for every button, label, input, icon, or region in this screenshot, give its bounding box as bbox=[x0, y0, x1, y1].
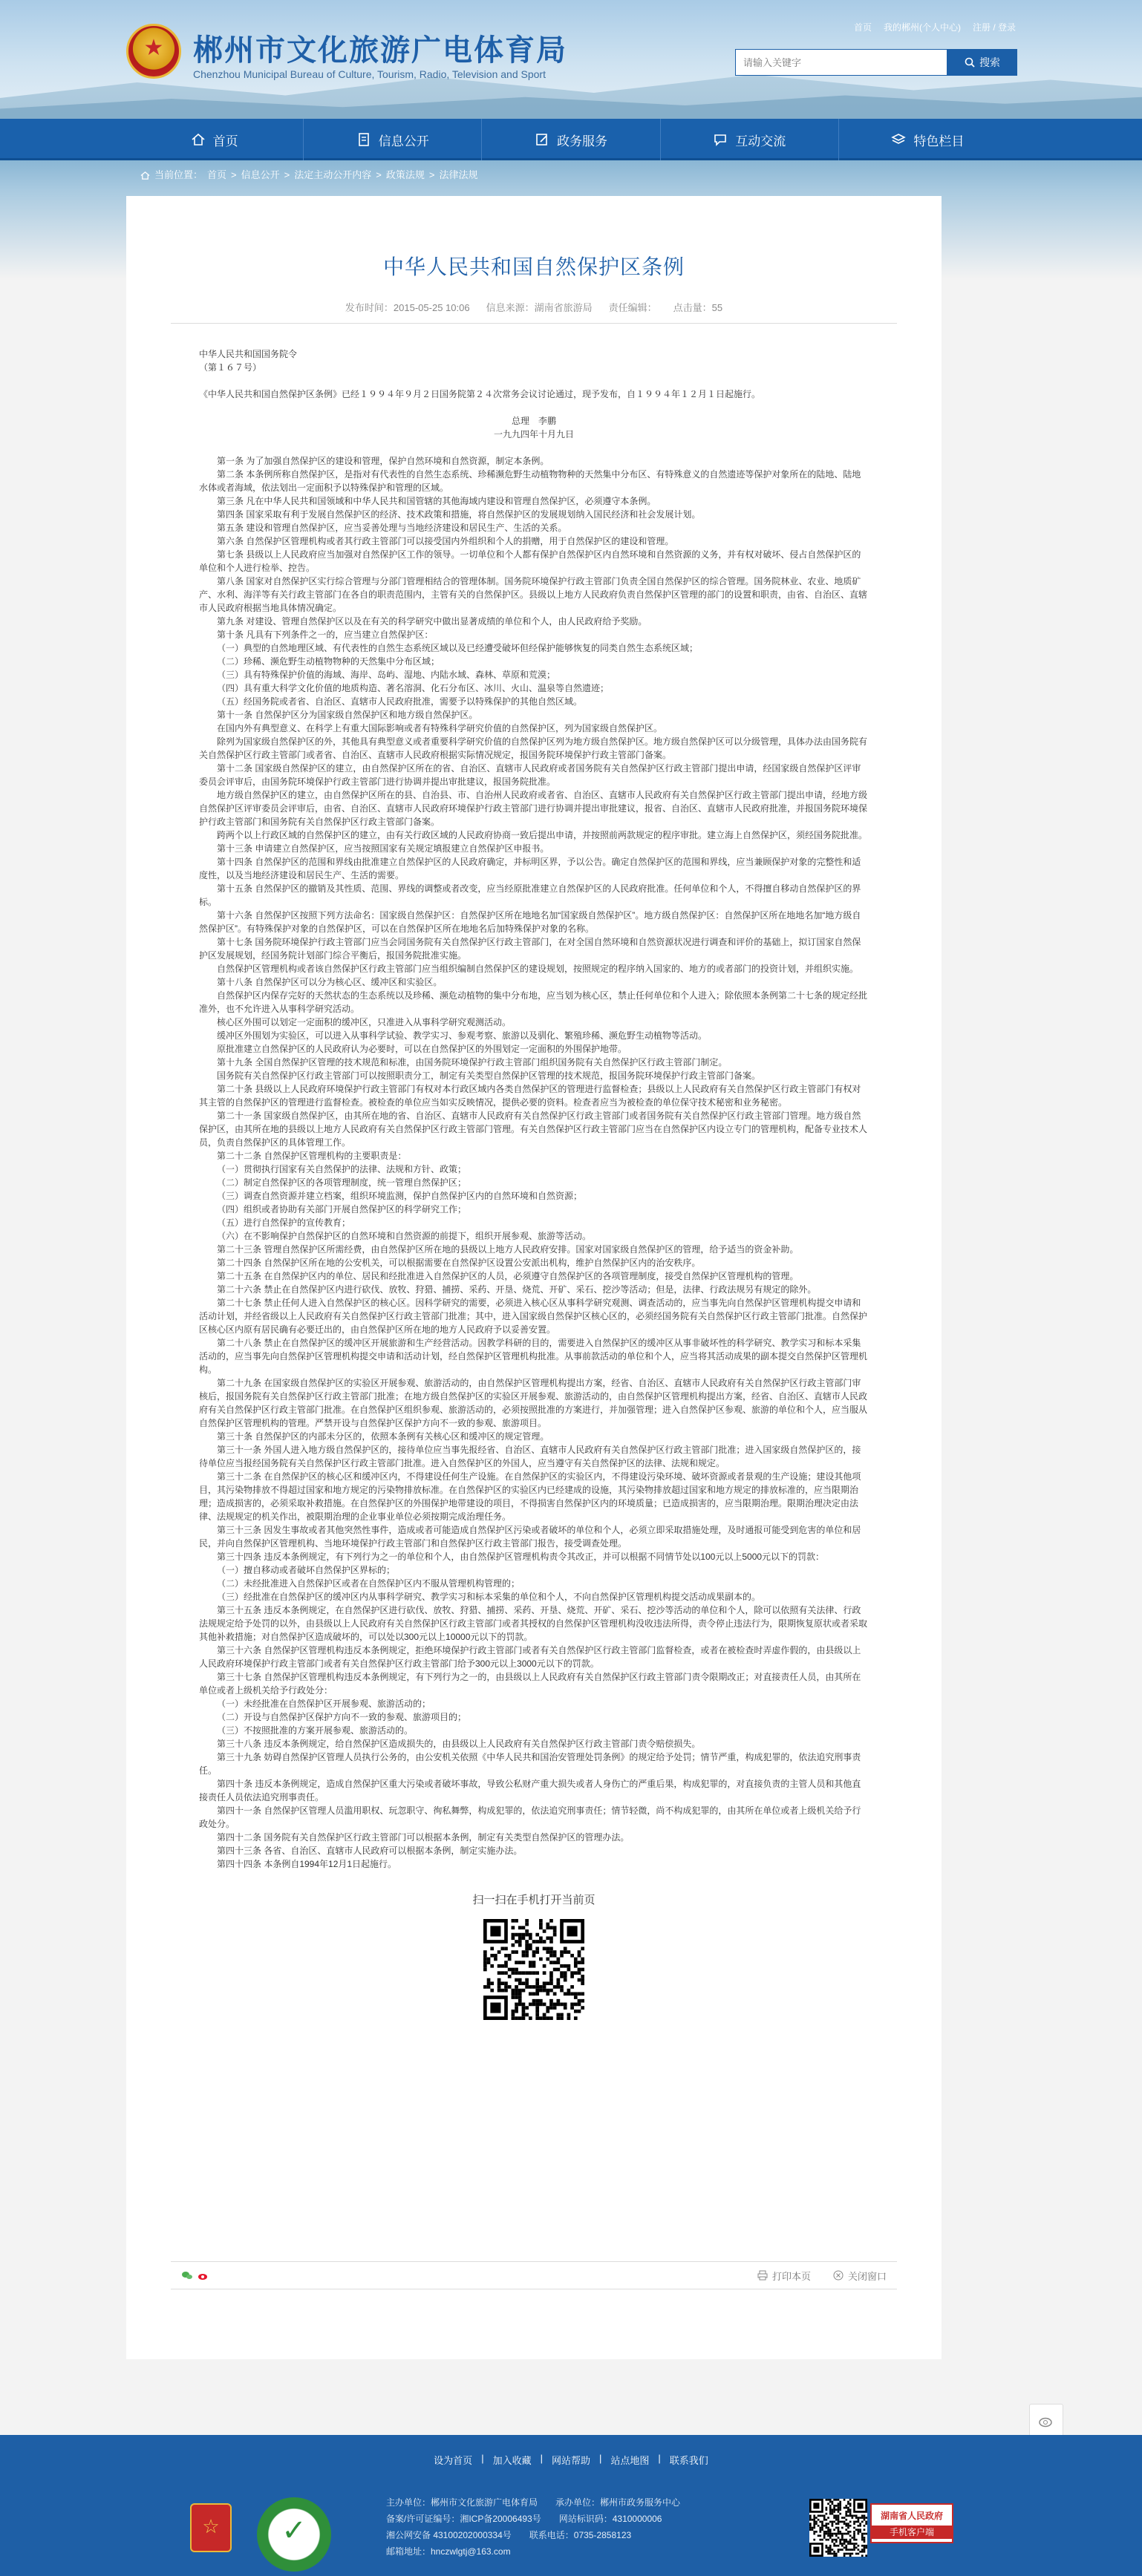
article-paragraph: （二）珍稀、濒危野生动植物物种的天然集中分布区域； bbox=[217, 656, 440, 667]
decree-title: 中华人民共和国国务院令 bbox=[199, 349, 298, 359]
article-paragraph: 第十一条 自然保护区分为国家级自然保护区和地方级自然保护区。 bbox=[217, 710, 478, 720]
article-paragraph: 第三十九条 妨碍自然保护区管理人员执行公务的，由公安机关依照《中华人民共和国治安管理处罚条例》的规定给予处罚；情节严重，构成犯罪的，依法追究刑事责任。 bbox=[199, 1752, 861, 1776]
layers-icon bbox=[891, 132, 906, 147]
article-paragraph: （六）在不影响保护自然保护区的自然环境和自然资源的前提下，组织开展参观、旅游等活动。 bbox=[217, 1231, 592, 1241]
info-source: 信息来源：湖南省旅游局 bbox=[486, 302, 593, 313]
site-subtitle: Chenzhou Municipal Bureau of Culture, Tourism, Radio, Television and Sport bbox=[193, 68, 546, 80]
article-paragraph: 第三十四条 违反本条例规定，有下列行为之一的单位和个人，由自然保护区管理机构责令其改正，并可以根据不同情节处以100元以上5000元以下的罚款： bbox=[217, 1552, 825, 1562]
footer-link-contact[interactable]: 联系我们 bbox=[669, 2455, 708, 2466]
article-paragraph: 第十七条 国务院环境保护行政主管部门应当会同国务院有关自然保护区行政主管部门，在对全国自然环境和自然资源状况进行调查和评价的基础上，拟订国家自然保护区发展规划，经国务院计划部门综合平衡后，报国务院批准实施。 bbox=[199, 937, 861, 961]
article-paragraph: 第十六条 自然保护区按照下列方法命名：国家级自然保护区：自然保护区所在地地名加“国家级自然保护区”。地方级自然保护区：自然保护区所在地地名加“地方级自然保护区”。有特殊保护对象的自然保护区，可以在自然保护区所在地地名后加特殊保护对象的名称。 bbox=[199, 910, 861, 934]
printer-icon bbox=[757, 2270, 768, 2281]
signature-date: 一九九四年十月九日 bbox=[493, 429, 574, 439]
national-emblem-icon bbox=[126, 24, 181, 79]
article-meta bbox=[171, 300, 897, 324]
article-paragraph: （一）擅自移动或者破坏自然保护区界标的； bbox=[217, 1565, 396, 1575]
party-badge-icon[interactable] bbox=[190, 2503, 232, 2552]
footer-link-favorite[interactable]: 加入收藏 bbox=[492, 2455, 532, 2466]
document-icon bbox=[356, 132, 371, 147]
site-header bbox=[0, 0, 1142, 119]
article-paragraph: 第五条 建设和管理自然保护区，应当妥善处理与当地经济建设和居民生产、生活的关系。 bbox=[217, 523, 567, 533]
article-paragraph: 第二十六条 禁止在自然保护区内进行砍伐、放牧、狩猎、捕捞、采药、开垦、烧荒、开矿、采石、挖沙等活动；但是，法律、行政法规另有规定的除外。 bbox=[217, 1284, 817, 1295]
breadcrumb-item[interactable]: 信息公开 bbox=[241, 169, 280, 180]
article-paragraph: 缓冲区外围划为实验区，可以进入从事科学试验、教学实习、参观考察、旅游以及驯化、繁殖珍稀、濒危野生动植物等活动。 bbox=[217, 1030, 708, 1041]
article-paragraph: （三）不按照批准的方案开展参观、旅游活动的。 bbox=[217, 1725, 414, 1736]
publish-time: 发布时间：2015-05-25 10:06 bbox=[345, 302, 470, 313]
article-paragraph: 第二十八条 禁止在自然保护区的缓冲区开展旅游和生产经营活动。因教学科研的目的，需要进入自然保护区的缓冲区从事非破坏性的科学研究、教学实习和标本采集活动的，应当事先向自然保护区管理机构提交申请和活动计划，经自然保护区管理机构批准。从事前款活动的单位和个人，应当将其活动成果的副本提交自然保护区管理机构。 bbox=[199, 1338, 868, 1375]
qr-title: 扫一扫在手机打开当前页 bbox=[472, 1894, 596, 1906]
article-paragraph: 第八条 国家对自然保护区实行综合管理与分部门管理相结合的管理体制。国务院环境保护行政主管部门负责全国自然保护区的综合管理。国务院林业、农业、地质矿产、水利、海洋等有关行政主管部门在各自的职责范围内，主管有关的自然保护区。县级以上地方人民政府负责自然保护区管理的部门的设置和职责，由省、自治区、直辖市人民政府根据当地具体情况确定。 bbox=[199, 576, 868, 613]
article-paragraph: 第三条 凡在中华人民共和国领域和中华人民共和国管辖的其他海域内建设和管理自然保护区，必须遵守本条例。 bbox=[217, 496, 656, 506]
print-button[interactable]: 打印本页 bbox=[757, 2269, 811, 2283]
article-paragraph: 第二十一条 国家级自然保护区，由其所在地的省、自治区、直辖市人民政府有关自然保护区行政主管部门或者国务院有关自然保护区行政主管部门管理。地方级自然保护区，由其所在地的县级以上地方人民政府有关自然保护区行政主管部门管理。有关自然保护区行政主管部门应当在自然保护区内设立专门的管理机构，配备专业技术人员，负责自然保护区的具体管理工作。 bbox=[199, 1111, 868, 1148]
article-paragraph: 第二十九条 在国家级自然保护区的实验区开展参观、旅游活动的，由自然保护区管理机构提出方案，经省、自治区、直辖市人民政府有关自然保护区行政主管部门审核后，报国务院有关自然保护区行政主管部门批准；在地方级自然保护区的实验区开展参观、旅游活动的，由自然保护区管理机构提出方案，经省、自治区、直辖市人民政府有关自然保护区行政主管部门批准。在自然保护区组织参观、旅游活动的，必须按照批准的方案进行，并加强管理；进入自然保护区参观、旅游的单位和个人，应当服从自然保护区管理机构的管理。严禁开设与自然保护区保护方向不一致的参观、旅游项目。 bbox=[199, 1378, 868, 1428]
article-paragraph: 第十二条 国家级自然保护区的建立，由自然保护区所在的省、自治区、直辖市人民政府或者国务院有关自然保护区行政主管部门提出申请，经国家级自然保护区评审委员会评审后，由国务院环境保护行政主管部门进行协调并提出审批建议，报国务院批准。 bbox=[199, 763, 861, 787]
article-paragraph: 地方级自然保护区的建立，由自然保护区所在的县、自治县、市、自治州人民政府或者省、自治区、直辖市人民政府有关自然保护区行政主管部门提出申请，经地方级自然保护区评审委员会评审后，由省、自治区、直辖市人民政府环境保护行政主管部门进行协调并提出审批建议，报省、自治区、直辖市人民政府批准，并报国务院环境保护行政主管部门和国务院有关自然保护区行政主管部门备案。 bbox=[199, 790, 868, 827]
footer-links: 设为首页 | 加入收藏 | 网站帮助 | 站点地图 | 联系我们 bbox=[434, 2453, 708, 2466]
mobile-client-badge[interactable]: 湖南省人民政府 手机客户端 bbox=[870, 2503, 953, 2543]
breadcrumb-item[interactable]: 首页 bbox=[207, 169, 227, 180]
nav-item-features[interactable]: 特色栏目 bbox=[839, 119, 1017, 160]
article-paragraph: （四）具有重大科学文化价值的地质构造、著名溶洞、化石分布区、冰川、火山、温泉等自然遗迹； bbox=[217, 683, 610, 693]
footer-qr-code-icon bbox=[809, 2499, 867, 2557]
breadcrumb: 当前位置： 首页 > 信息公开 > 法定主动公开内容 > 政策法规 > 法律法规 bbox=[125, 160, 1017, 190]
article-paragraph: 第三十七条 自然保护区管理机构违反本条例规定，有下列行为之一的，由县级以上人民政府有关自然保护区行政主管部门责令限期改正；对直接责任人员，由其所在单位或者上级机关给予行政处分： bbox=[199, 1672, 861, 1696]
weibo-icon[interactable] bbox=[198, 2269, 209, 2281]
search-box bbox=[735, 49, 1017, 76]
top-link-home[interactable]: 首页 bbox=[853, 22, 872, 33]
qr-code-icon bbox=[483, 1919, 584, 2020]
chat-icon bbox=[713, 132, 728, 147]
article-paragraph: 第二十三条 管理自然保护区所需经费，由自然保护区所在地的县级以上地方人民政府安排。国家对国家级自然保护区的管理，给予适当的资金补助。 bbox=[217, 1244, 799, 1255]
article-paragraph: 第四十三条 各省、自治区、直辖市人民政府可以根据本条例，制定实施办法。 bbox=[217, 1846, 523, 1856]
article-paragraph: 第二十二条 自然保护区管理机构的主要职责是： bbox=[217, 1151, 407, 1161]
article-paragraph: （三）调查自然资源并建立档案，组织环境监测，保护自然保护区内的自然环境和自然资源； bbox=[217, 1191, 583, 1201]
article-paragraph: 第四十一条 自然保护区管理人员滥用职权、玩忽职守、徇私舞弊，构成犯罪的，依法追究刑事责任；情节轻微，尚不构成犯罪的，由其所在单位或者上级机关给予行政处分。 bbox=[199, 1805, 861, 1829]
edit-icon bbox=[535, 132, 549, 147]
article-paragraph: （二）制定自然保护区的各项管理制度，统一管理自然保护区； bbox=[217, 1177, 467, 1188]
article-paragraph: 第二条 本条例所称自然保护区，是指对有代表性的自然生态系统、珍稀濒危野生动植物物种的天然集中分布区、有特殊意义的自然遗迹等保护对象所在的陆地、陆地水体或者海域，依法划出一定面积予以特殊保护和管理的区域。 bbox=[199, 469, 861, 493]
article-paragraph: 自然保护区管理机构或者该自然保护区行政主管部门应当组织编制自然保护区的建设规划，按照规定的程序纳入国家的、地方的或者部门的投资计划，并组织实施。 bbox=[217, 964, 859, 974]
nav-item-service[interactable]: 政务服务 bbox=[482, 119, 660, 160]
article-paragraph: 核心区外围可以划定一定面积的缓冲区，只准进入从事科学研究观测活动。 bbox=[217, 1017, 512, 1027]
article-paragraph: 第四十四条 本条例自1994年12月1日起施行。 bbox=[217, 1859, 397, 1869]
article-paragraph: 第二十四条 自然保护区所在地的公安机关，可以根据需要在自然保护区设置公安派出机构，维护自然保护区内的治安秩序。 bbox=[217, 1258, 701, 1268]
article-paragraph: 除列为国家级自然保护区的外，其他具有典型意义或者重要科学研究价值的自然保护区列为地方级自然保护区。地方级自然保护区可以分级管理，具体办法由国务院有关自然保护区行政主管部门或者省、自治区、直辖市人民政府根据实际情况规定，报国务院环境保护行政主管部门备案。 bbox=[199, 736, 868, 760]
article-paragraph: 在国内外有典型意义、在科学上有重大国际影响或者有特殊科学研究价值的自然保护区，列为国家级自然保护区。 bbox=[217, 723, 663, 733]
article-paragraph: （五）进行自然保护的宣传教育； bbox=[217, 1217, 351, 1228]
search-button[interactable] bbox=[947, 49, 1017, 76]
breadcrumb-item[interactable]: 法定主动公开内容 bbox=[294, 169, 372, 180]
article-footer-bar bbox=[171, 2261, 897, 2289]
main-nav bbox=[0, 119, 1142, 160]
article-paragraph: 第二十七条 禁止任何人进入自然保护区的核心区。因科学研究的需要，必须进入核心区从事科学研究观测、调查活动的，应当事先向自然保护区管理机构提交申请和活动计划，并经省级以上人民政府有关自然保护区行政主管部门批准；其中，进入国家级自然保护区核心区的，必须经国务院有关自然保护区行政主管部门批准。自然保护区核心区内原有居民确有必要迁出的，由自然保护区所在地的地方人民政府予以妥善安置。 bbox=[199, 1298, 868, 1335]
article-paragraph: （三）经批准在自然保护区的缓冲区内从事科学研究、教学实习和标本采集的单位和个人，不向自然保护区管理机构提交活动成果副本的。 bbox=[217, 1592, 761, 1602]
article-paragraphs bbox=[199, 454, 869, 1871]
article-paragraph: 第三十六条 自然保护区管理机构违反本条例规定，拒绝环境保护行政主管部门或者有关自然保护区行政主管部门监督检查，或者在被检查时弄虚作假的，由县级以上人民政府环境保护行政主管部门或者有关自然保护区行政主管部门给予300元以上3000元以下的罚款。 bbox=[199, 1645, 861, 1669]
article-paragraph: （二）开设与自然保护区保护方向不一致的参观、旅游项目的； bbox=[217, 1712, 467, 1722]
nav-item-info[interactable]: 信息公开 bbox=[304, 119, 482, 160]
wechat-icon[interactable] bbox=[181, 2269, 193, 2281]
footer-link-help[interactable]: 网站帮助 bbox=[551, 2455, 590, 2466]
article-paragraph: 第三十条 自然保护区的内部未分区的，依照本条例有关核心区和缓冲区的规定管理。 bbox=[217, 1431, 549, 1442]
breadcrumb-item[interactable]: 法律法规 bbox=[439, 169, 478, 180]
editor: 责任编辑： bbox=[608, 302, 657, 313]
breadcrumb-item[interactable]: 政策法规 bbox=[385, 169, 425, 180]
article-paragraph: 第四十条 违反本条例规定，造成自然保护区重大污染或者破坏事故，导致公私财产重大损失或者人身伤亡的严重后果，构成犯罪的，对直接负责的主管人员和其他直接责任人员依法追究刑事责任。 bbox=[199, 1779, 861, 1802]
article-paragraph: 第十条 凡具有下列条件之一的，应当建立自然保护区： bbox=[217, 630, 434, 640]
article-paragraph: 第十四条 自然保护区的范围和界线由批准建立自然保护区的人民政府确定，并标明区界，予以公告。确定自然保护区的范围和界线，应当兼顾保护对象的完整性和适度性，以及当地经济建设和居民生产、生活的需要。 bbox=[199, 857, 861, 880]
home-icon bbox=[140, 171, 150, 180]
top-links bbox=[854, 21, 1016, 33]
article-paragraph: 第三十八条 违反本条例规定，给自然保护区造成损失的，由县级以上人民政府有关自然保护区行政主管部门责令赔偿损失。 bbox=[217, 1739, 701, 1749]
article-paragraph: 第三十二条 在自然保护区的核心区和缓冲区内，不得建设任何生产设施。在自然保护区的实验区内，不得建设污染环境、破坏资源或者景观的生产设施；建设其他项目，其污染物排放不得超过国家和地方规定的污染物排放标准。在自然保护区的实验区内已经建成的设施，其污染物排放超过国家和地方规定的排放标准的，应当限期治理；造成损害的，必须采取补救措施。在自然保护区的外围保护地带建设的项目，不得损害自然保护区内的环境质量；已造成损害的，应当限期治理。限期治理决定由法律、法规规定的机关作出，被限期治理的企业事业单位必须按期完成治理任务。 bbox=[199, 1471, 861, 1522]
article-paragraph: 第十五条 自然保护区的撤销及其性质、范围、界线的调整或者改变，应当经原批准建立自然保护区的人民政府批准。任何单位和个人，不得擅自移动自然保护区的界标。 bbox=[199, 883, 861, 907]
top-link-personal[interactable]: 我的郴州(个人中心) bbox=[883, 22, 961, 33]
close-window-button[interactable]: 关闭窗口 bbox=[833, 2269, 887, 2283]
view-count: 点击量：55 bbox=[673, 302, 723, 313]
article-paragraph: 第十三条 申请建立自然保护区，应当按照国家有关规定填报建立自然保护区申报书。 bbox=[217, 843, 549, 854]
article-paragraph: 自然保护区内保存完好的天然状态的生态系统以及珍稀、濒危动植物的集中分布地，应当划为核心区，禁止任何单位和个人进入；除依照本条例第二十七条的规定经批准外，也不允许进入从事科学研究活动。 bbox=[199, 990, 868, 1014]
article-paragraph: 第九条 对建设、管理自然保护区以及在有关的科学研究中做出显著成绩的单位和个人，由人民政府给予奖励。 bbox=[217, 616, 647, 627]
article-card bbox=[126, 196, 942, 2359]
article-paragraph: 跨两个以上行政区域的自然保护区的建立，由有关行政区域的人民政府协商一致后提出申请，并按照前两款规定的程序审批。建立海上自然保护区，须经国务院批准。 bbox=[217, 830, 868, 840]
home-icon bbox=[191, 132, 206, 147]
search-input[interactable] bbox=[735, 49, 947, 76]
breadcrumb-bar bbox=[0, 160, 1142, 190]
article-paragraph: （二）未经批准进入自然保护区或者在自然保护区内不服从管理机构管理的； bbox=[217, 1578, 521, 1589]
article-paragraph: 第四十二条 国务院有关自然保护区行政主管部门可以根据本条例，制定有关类型自然保护区的管理办法。 bbox=[217, 1832, 630, 1843]
article-paragraph: （三）具有特殊保护价值的海域、海岸、岛屿、湿地、内陆水域、森林、草原和荒漠； bbox=[217, 670, 556, 680]
close-icon bbox=[833, 2270, 844, 2281]
share-icons bbox=[181, 2269, 209, 2281]
article-paragraph: 第六条 自然保护区管理机构或者其行政主管部门可以接受国内外组织和个人的捐赠，用于自然保护区的建设和管理。 bbox=[217, 536, 674, 546]
decree-number: （第１６７号） bbox=[199, 362, 262, 373]
article-paragraph: 第二十五条 在自然保护区内的单位、居民和经批准进入自然保护区的人员，必须遵守自然保护区的各项管理制度，接受自然保护区管理机构的管理。 bbox=[217, 1271, 799, 1281]
article-paragraph: 第十九条 全国自然保护区管理的技术规范和标准，由国务院环境保护行政主管部门组织国务院有关自然保护区行政主管部门制定。 bbox=[217, 1057, 728, 1068]
article-paragraph: 第三十三条 因发生事故或者其他突然性事件，造成或者可能造成自然保护区污染或者破坏的单位和个人，必须立即采取措施处理，及时通报可能受到危害的单位和居民，并向自然保护区管理机构、当地环境保护行政主管部门和自然保护区行政主管部门报告，接受调查处理。 bbox=[199, 1525, 861, 1549]
article-paragraph: 第三十五条 违反本条例规定，在自然保护区进行砍伐、放牧、狩猎、捕捞、采药、开垦、烧荒、开矿、采石、挖沙等活动的单位和个人，除可以依照有关法律、行政法规规定给予处罚的以外，由县级以上人民政府有关自然保护区行政主管部门或者其授权的自然保护区管理机构没收违法所得，责令停止违法行为，限期恢复原状或者采取其他补救措施；对自然保护区造成破坏的，可以处以300元以上10000元以下的罚款。 bbox=[199, 1605, 868, 1642]
search-button-label: 搜索 bbox=[979, 56, 1000, 68]
footer-link-homepage[interactable]: 设为首页 bbox=[434, 2455, 473, 2466]
top-link-login[interactable]: 注册 / 登录 bbox=[972, 22, 1016, 33]
article-paragraph: 第三十一条 外国人进入地方级自然保护区的，接待单位应当事先报经省、自治区、直辖市人民政府有关自然保护区行政主管部门批准；进入国家级自然保护区的，接待单位应当报经国务院有关自然保护区行政主管部门批准。进入自然保护区的外国人，应当遵守有关自然保护区的法律、法规和规定。 bbox=[199, 1445, 861, 1468]
footer-info: 主办单位：郴州市文化旅游广电体育局 承办单位：郴州市政务服务中心 备案/许可证编号：湘ICP备20006493号 网站标识码：4310000006 湘公网安备 43100202000334号 联系电话：0735-2858123 邮箱地址：hnczwlgtj@163.com bbox=[386, 2497, 681, 2557]
article-title: 中华人民共和国自然保护区条例 bbox=[382, 255, 685, 278]
gov-site-badge-icon[interactable] bbox=[257, 2497, 331, 2572]
article-paragraph: 第四条 国家采取有利于发展自然保护区的经济、技术政策和措施，将自然保护区的发展规划纳入国民经济和社会发展计划。 bbox=[217, 509, 701, 520]
signature-premier: 总理 李鹏 bbox=[511, 416, 556, 426]
footer-link-sitemap[interactable]: 站点地图 bbox=[610, 2455, 650, 2466]
article-paragraph: （五）经国务院或者省、自治区、直辖市人民政府批准，需要予以特殊保护的其他自然区域。 bbox=[217, 696, 583, 707]
site-title: 郴州市文化旅游广电体育局 bbox=[193, 34, 567, 67]
article-paragraph: （一）未经批准在自然保护区开展参观、旅游活动的； bbox=[217, 1699, 431, 1709]
article-paragraph: 原批准建立自然保护区的人民政府认为必要时，可以在自然保护区的外围划定一定面积的外围保护地带。 bbox=[217, 1044, 627, 1054]
article-paragraph: 第七条 县级以上人民政府应当加强对自然保护区工作的领导。一切单位和个人都有保护自然保护区内自然环境和自然资源的义务，并有权对破坏、侵占自然保护区的单位和个人进行检举、控告。 bbox=[199, 549, 861, 573]
article-paragraph: 国务院有关自然保护区行政主管部门可以按照职责分工，制定有关类型自然保护区管理的技术规范，报国务院环境保护行政主管部门备案。 bbox=[217, 1070, 761, 1081]
weibo-share-button[interactable] bbox=[1029, 2404, 1063, 2438]
intro-paragraph: 《中华人民共和国自然保护区条例》已经１９９４年９月２日国务院第２４次常务会议讨论通过，现予发布，自１９９４年１２月１日起施行。 bbox=[199, 389, 761, 399]
article-paragraph: 第一条 为了加强自然保护区的建设和管理，保护自然环境和自然资源，制定本条例。 bbox=[217, 456, 549, 466]
article-paragraph: 第二十条 县级以上人民政府环境保护行政主管部门有权对本行政区域内各类自然保护区的管理进行监督检查；县级以上人民政府有关自然保护区行政主管部门有权对其主管的自然保护区的管理进行监督检查。被检查的单位应当如实反映情况，提供必要的资料。检查者应当为被检查的单位保守技术秘密和业务秘密。 bbox=[199, 1084, 861, 1108]
nav-item-home[interactable]: 首页 bbox=[125, 119, 304, 160]
weibo-icon bbox=[1038, 2413, 1054, 2429]
article-paragraph: （一）典型的自然地理区域、有代表性的自然生态系统区域以及已经遭受破坏但经保护能够恢复的同类自然生态系统区域； bbox=[217, 643, 699, 653]
search-icon bbox=[965, 57, 975, 68]
article-paragraph: 第十八条 自然保护区可以分为核心区、缓冲区和实验区。 bbox=[217, 977, 443, 987]
nav-item-interaction[interactable]: 互动交流 bbox=[661, 119, 839, 160]
site-footer bbox=[0, 2435, 1142, 2576]
article-body bbox=[199, 324, 869, 1871]
article-paragraph: （四）组织或者协助有关部门开展自然保护区的科学研究工作； bbox=[217, 1204, 467, 1215]
article-paragraph: （一）贯彻执行国家有关自然保护的法律、法规和方针、政策； bbox=[217, 1164, 467, 1174]
